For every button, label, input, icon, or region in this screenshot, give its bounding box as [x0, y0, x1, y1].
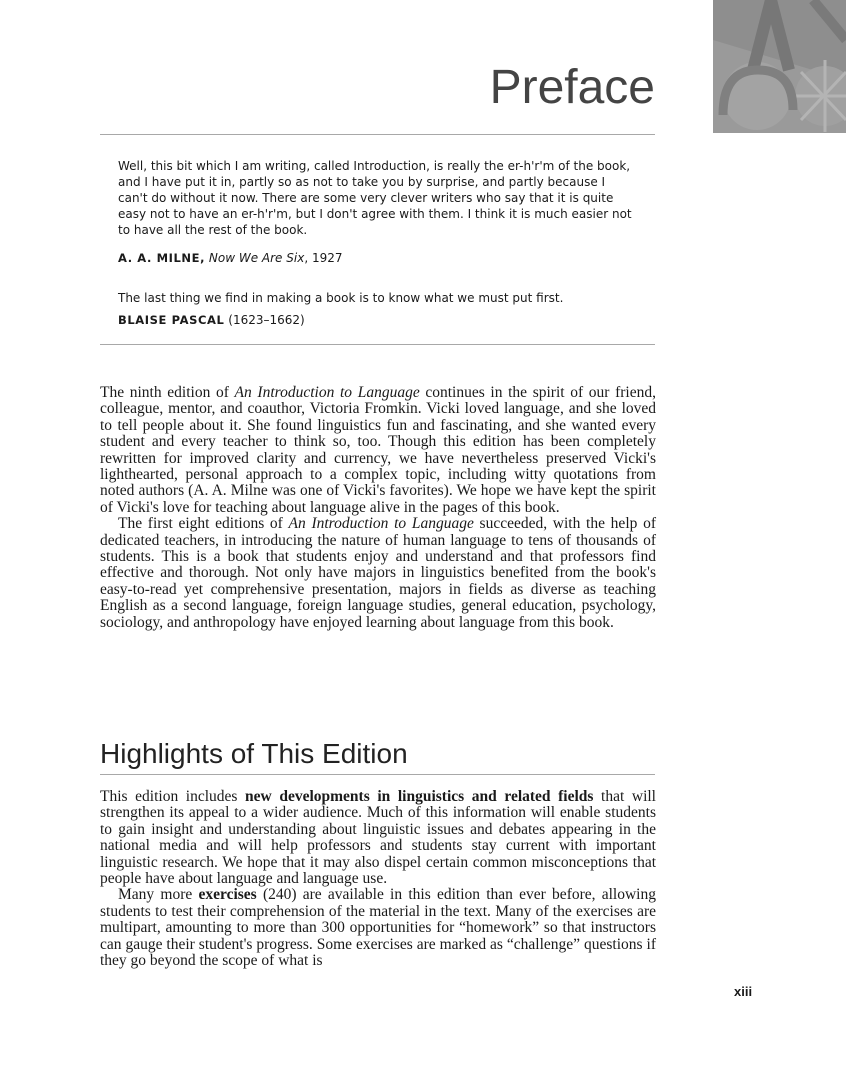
highlights-section [100, 789, 656, 969]
section-heading-rule [100, 774, 655, 775]
chapter-corner-graphic [713, 0, 846, 133]
highlights-paragraph-1: This edition includes new developments in linguistics and related fields that will strengthen its appeal to a wider audience. Much of this information will enable students to gain insight and understanding about linguistic issues and debates appearing in the national media and will help professors and students stay current with important linguistic research. We hope that it may also dispel certain common misconceptions that people have about language and language use. [100, 788, 656, 888]
epigraph-attribution-2 [118, 313, 305, 327]
top-rule [100, 134, 655, 135]
bold-phrase: new developments in linguistics and related fields [245, 788, 594, 805]
intro-paragraph-2: The first eight editions of An Introduction to Language succeeded, with the help of dedicated teachers, in introducing the nature of human language to tens of thousands of students. This is a book that students enjoy and understand and that professors find effective and thorough. Not only have majors in linguistics benefited from the book's easy-to-read yet comprehensive presentation, majors in fields as diverse as teaching English as a second language, foreign language studies, general education, psychology, sociology, and anthropology have enjoyed learning about language from this book. [100, 515, 656, 631]
page-number: xiii [734, 984, 753, 999]
intro-section [100, 385, 656, 631]
page-title: Preface [489, 61, 655, 114]
epigraph-author-1: A. A. MILNE, [118, 251, 206, 265]
epigraph-quote-2: The last thing we find in making a book is to know what we must put first. [118, 291, 564, 305]
epigraph-bottom-rule [100, 344, 655, 345]
epigraph-dates-2: (1623–1662) [228, 313, 305, 327]
bold-phrase: exercises [198, 886, 257, 904]
book-title-ref: An Introduction to Language [234, 384, 420, 401]
book-title-ref: An Introduction to Language [288, 515, 474, 533]
epigraph-work-1: Now We Are Six [208, 251, 305, 265]
highlights-paragraph-2: Many more exercises (240) are available in this edition than ever before, allowing students to test their comprehension of the material in the text. Many of the exercises are multipart, amounting to more than 300 opportunities for “homework” so that instructors can gauge their student's progress. Some exercises are marked as “challenge” questions if they go beyond the scope of what is [100, 886, 656, 970]
epigraph-year-1: , 1927 [304, 251, 343, 265]
intro-paragraph-1: The ninth edition of An Introduction to Language continues in the spirit of our friend, colleague, mentor, and coauthor, Victoria Fromkin. Vicki loved language, and she loved to tell people about it. She found linguistics fun and fascinating, and she wanted every student and every teacher to think so, too. Though this edition has been completely rewritten for improved clarity and currency, we have nevertheless preserved Vicki's lighthearted, personal approach to a complex topic, including witty quotations from noted authors (A. A. Milne was one of Vicki's favorites). We hope we have kept the spirit of Vicki's love for teaching about language alive in the pages of this book. [100, 384, 656, 516]
section-heading: Highlights of This Edition [100, 738, 408, 769]
epigraph-attribution-1 [118, 251, 342, 265]
epigraph-author-2: BLAISE PASCAL [118, 313, 225, 327]
epigraph-quote-1: Well, this bit which I am writing, called Introduction, is really the er-h'r'm of the book, and I have put it in, partly so as not to take you by surprise, and partly because I can't do without it now. There are some very clever writers who say that it is quite easy not to have an er-h'r'm, but I don't agree with them. I think it is much easier not to have all the rest of the book. [118, 159, 632, 237]
